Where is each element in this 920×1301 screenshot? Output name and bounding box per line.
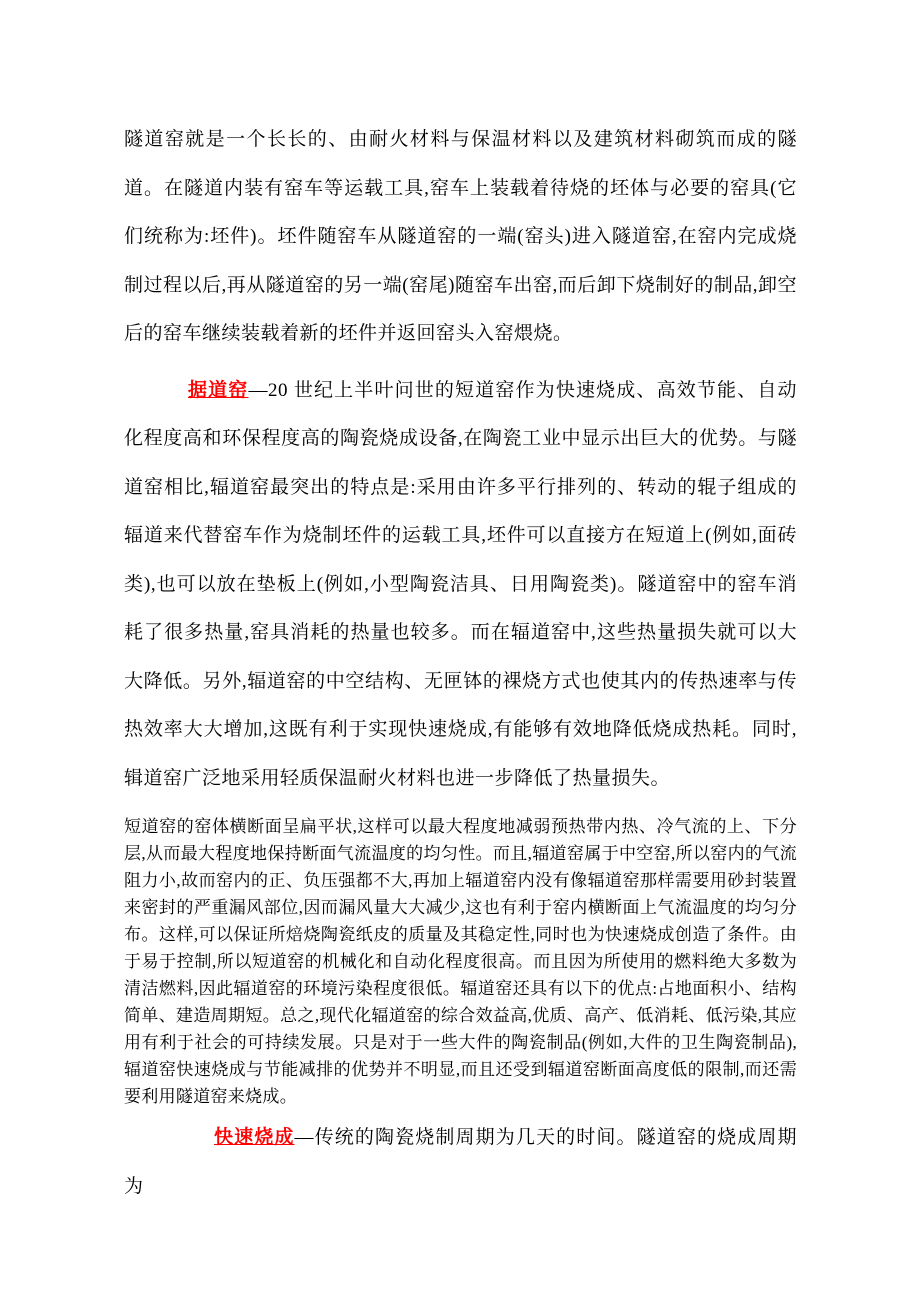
paragraph-roller-kiln (124, 367, 797, 804)
paragraph-tunnel-kiln (124, 116, 797, 359)
paragraph-tunnel-kiln-text: 隧道窑就是一个长长的、由耐火材料与保温材料以及建筑材料砌筑而成的隧道。在隧道内装有窑车等运载工具,窑车上装载着待烧的坯体与必要的窑具(它们统称为:坯件)。坯件随窑车从隧道窑的一端(窑头)进入隧道窑,在窑内完成烧制过程以后,再从隧道窑的另一端(窑尾)随窑车出窑,而后卸下烧制好的制品,卸空后的窑车继续装载着新的坯件并返回窑头入窑煨烧。 (124, 129, 797, 344)
paragraph-kiln-cross-section-text: 短道窑的窑体横断面呈扁平状,这样可以最大程度地减弱预热带内热、冷气流的上、下分层,从而最大程度地保持断面气流温度的均匀性。而且,辐道窑属于中空窑,所以窑内的气流阻力小,故而窑内的正、负压强都不大,再加上辐道窑内没有像辐道窑那样需要用砂封装置来密封的严重漏风部位,因而漏风量大大减少,这也有利于窑内横断面上气流温度的均匀分布。这样,可以保证所焙烧陶瓷纸皮的质量及其稳定性,同时也为快速烧成创造了条件。由于易于控制,所以短道窑的机械化和自动化程度很高。而且因为所使用的燃料绝大多数为清洁燃料,因此辐道窑的环境污染程度很低。辐道窑还具有以下的优点:占地面积小、结构简单、建造周期短。总之,现代化辐道窑的综合效益高,优质、高产、低消耗、低污染,其应用有利于社会的可持续发展。只是对于一些大件的陶瓷制品(例如,大件的卫生陶瓷制品),辐道窑快速烧成与节能减排的优势并不明显,而且还受到辐道窑断面高度低的限制,而还需要利用隧道窑来烧成。 (124, 817, 797, 1106)
paragraph-kiln-cross-section (124, 813, 797, 1110)
paragraph-fast-firing-text: —传统的陶瓷烧制周期为几天的时间。隧道窑的烧成周期为 (124, 1127, 797, 1197)
paragraph-fast-firing (124, 1114, 797, 1211)
term-roller-kiln: 据道窑 (188, 379, 249, 401)
term-fast-firing: 快速烧成 (214, 1127, 295, 1148)
paragraph-roller-kiln-text: —20 世纪上半叶问世的短道窑作为快速烧成、高效节能、自动化程度高和环保程度高的陶瓷烧成设备,在陶瓷工业中显示出巨大的优势。与隧道窑相比,辐道窑最突出的特点是:采用由许多平行排列的、转动的辊子组成的辐道来代替窑车作为烧制坯件的运载工具,坯件可以直接方在短道上(例如,面砖类),也可以放在垫板上(例如,小型陶瓷洁具、日用陶瓷类)。隧道窑中的窑车消耗了很多热量,窑具消耗的热量也较多。而在辐道窑中,这些热量损失就可以大大降低。另外,辐道窑的中空结构、无匣钵的裸烧方式也使其内的传热速率与传热效率大大增加,这既有利于实现快速烧成,有能够有效地降低烧成热耗。同时,辑道窑广泛地采用轻质保温耐火材料也进一步降低了热量损失。 (124, 379, 797, 789)
